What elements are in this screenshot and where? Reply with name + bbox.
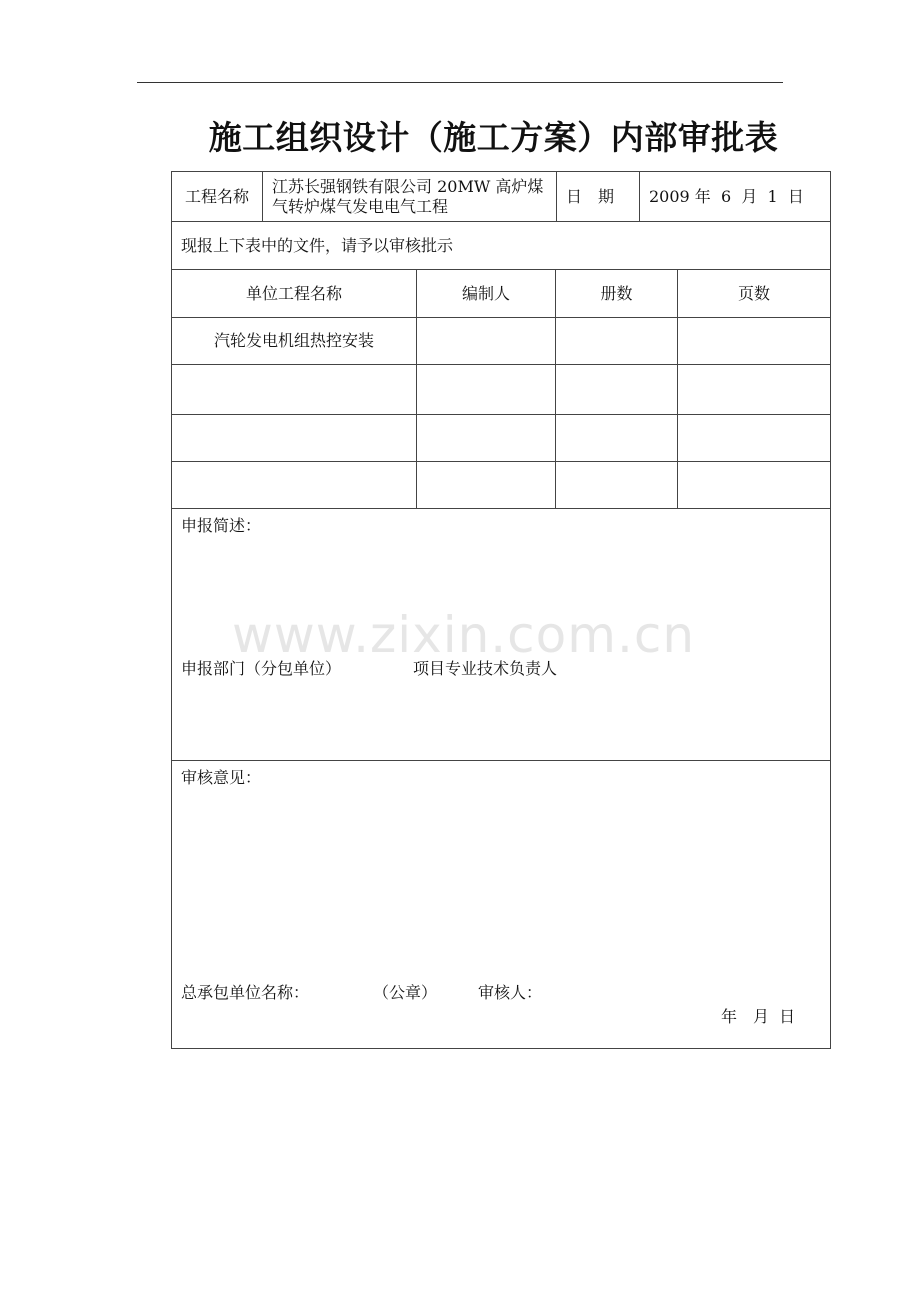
review-section[interactable] — [172, 761, 830, 1048]
table-cell-unit-name[interactable] — [172, 415, 417, 461]
watermark: www.zixin.com.cn — [232, 606, 696, 664]
project-name-text: 江苏长强钢铁有限公司 20MW 高炉煤气转炉煤气发电电气工程 — [272, 176, 544, 216]
column-header-author: 编制人 — [417, 270, 556, 317]
table-cell-volumes[interactable] — [556, 462, 678, 508]
page-title — [0, 112, 920, 159]
tech-lead-label: 项目专业技术负责人 — [413, 659, 558, 678]
table-cell-author[interactable] — [417, 365, 556, 414]
project-name-label: 工程名称 — [172, 172, 263, 221]
table-row — [172, 318, 830, 365]
table-header-row — [172, 270, 830, 318]
table-cell-volumes[interactable] — [556, 415, 678, 461]
reviewer-label: 审核人： — [478, 983, 543, 1002]
opinion-label: 审核意见： — [181, 768, 262, 787]
table-row — [172, 415, 830, 462]
page-title-text: 施工组织设计（施工方案）内部审批表 — [208, 118, 779, 157]
table-cell-unit-name[interactable]: 汽轮发电机组热控安装 — [172, 318, 417, 364]
project-name-value[interactable] — [263, 172, 557, 221]
approval-form — [171, 171, 831, 1049]
date-label: 日 期 — [557, 172, 640, 221]
table-row — [172, 462, 830, 509]
dept-label: 申报部门（分包单位） — [181, 659, 342, 678]
table-row — [172, 365, 830, 415]
seal-label: （公章） — [373, 983, 438, 1002]
report-section[interactable] — [172, 509, 830, 761]
project-row — [172, 172, 830, 222]
table-cell-pages[interactable] — [678, 415, 830, 461]
table-cell-volumes[interactable] — [556, 365, 678, 414]
table-cell-volumes[interactable] — [556, 318, 678, 364]
contractor-label: 总承包单位名称： — [181, 983, 310, 1002]
table-cell-unit-name[interactable] — [172, 365, 417, 414]
request-row — [172, 222, 830, 270]
date-value[interactable]: 2009 年 6 月 1 日 — [649, 186, 804, 206]
review-date-label: 年 月 日 — [721, 1007, 796, 1026]
table-cell-pages[interactable] — [678, 318, 830, 364]
table-cell-author[interactable] — [417, 318, 556, 364]
table-cell-unit-name[interactable] — [172, 462, 417, 508]
summary-label: 申报简述： — [181, 516, 262, 535]
table-cell-pages[interactable] — [678, 462, 830, 508]
table-cell-pages[interactable] — [678, 365, 830, 414]
request-text: 现报上下表中的文件，请予以审核批示 — [181, 235, 454, 255]
column-header-unit-name: 单位工程名称 — [172, 270, 417, 317]
column-header-volumes: 册数 — [556, 270, 678, 317]
table-cell-author[interactable] — [417, 415, 556, 461]
header-rule — [137, 82, 783, 83]
column-header-pages: 页数 — [737, 283, 770, 303]
table-cell-author[interactable] — [417, 462, 556, 508]
